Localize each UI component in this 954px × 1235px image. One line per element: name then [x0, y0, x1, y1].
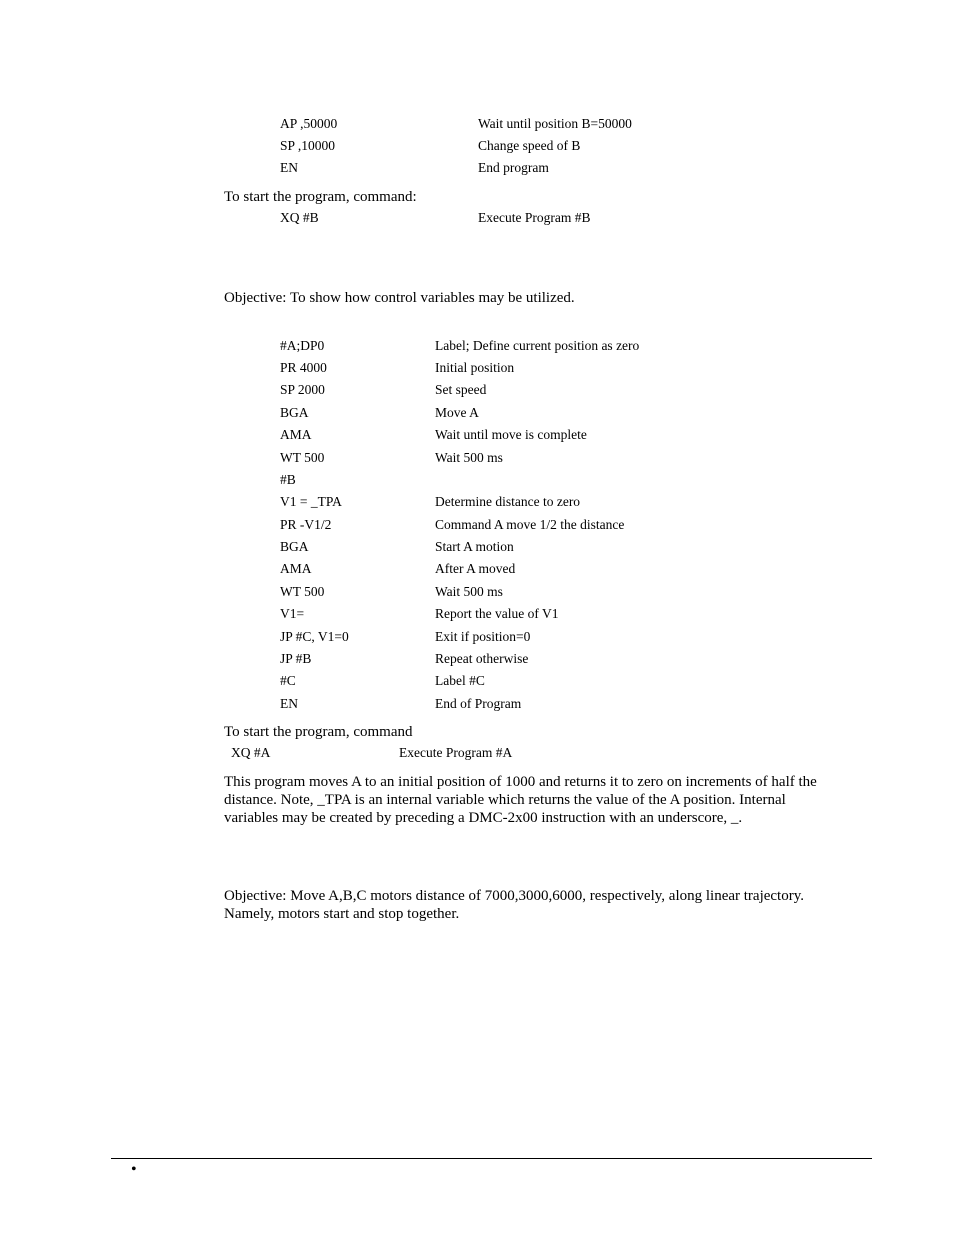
code-comment: Label; Define current position as zero [435, 338, 640, 353]
code-comment: Wait until move is complete [435, 427, 587, 442]
code-command: #B [280, 472, 296, 487]
code-comment: Exit if position=0 [435, 629, 531, 644]
footer-bullet: • [131, 1161, 137, 1178]
code-command: V1= [280, 606, 305, 621]
start-command-1-comment: Execute Program #B [478, 210, 591, 225]
explanation-line: distance. Note, _TPA is an internal variable which returns the value of the A position. Internal [224, 792, 786, 808]
code-command: WT 500 [280, 450, 325, 465]
code-command: WT 500 [280, 584, 325, 599]
code-comment: Wait 500 ms [435, 450, 503, 465]
code-comment: End of Program [435, 696, 522, 711]
code-command: AMA [280, 427, 312, 442]
explanation-line: variables may be created by preceding a DMC-2x00 instruction with an underscore, _. [224, 810, 743, 826]
start-command-2: XQ #A [231, 745, 271, 760]
objective-3-line: Namely, motors start and stop together. [224, 906, 460, 922]
code-comment: Wait until position B=50000 [478, 116, 632, 131]
objective-2: Objective: To show how control variables may be utilized. [224, 290, 575, 306]
code-comment: Set speed [435, 382, 487, 397]
start-command-2-comment: Execute Program #A [399, 745, 513, 760]
code-comment: Move A [435, 405, 479, 420]
code-comment: Wait 500 ms [435, 584, 503, 599]
code-comment: Command A move 1/2 the distance [435, 517, 625, 532]
code-command: PR 4000 [280, 360, 327, 375]
code-command: JP #C, V1=0 [280, 629, 349, 644]
footer-rule [111, 1158, 872, 1159]
start-command-1: XQ #B [280, 210, 319, 225]
code-comment: Report the value of V1 [435, 606, 559, 621]
code-comment: After A moved [435, 561, 516, 576]
code-command: SP ,10000 [280, 138, 336, 153]
code-command: JP #B [280, 651, 312, 666]
code-command: EN [280, 696, 298, 711]
code-comment: Repeat otherwise [435, 651, 529, 666]
code-command: EN [280, 160, 298, 175]
start-instruction-1: To start the program, command: [224, 189, 417, 205]
code-command: AMA [280, 561, 312, 576]
code-command: V1 = _TPA [280, 494, 342, 509]
code-command: #A;DP0 [280, 338, 325, 353]
code-comment: End program [478, 160, 549, 175]
code-command: AP ,50000 [280, 116, 338, 131]
code-comment: Initial position [435, 360, 515, 375]
code-command: SP 2000 [280, 382, 325, 397]
code-command: PR -V1/2 [280, 517, 332, 532]
code-comment: Label #C [435, 673, 485, 688]
code-comment: Determine distance to zero [435, 494, 581, 509]
start-instruction-2: To start the program, command [224, 724, 413, 740]
code-command: BGA [280, 539, 309, 554]
code-comment: Change speed of B [478, 138, 581, 153]
explanation-line: This program moves A to an initial position of 1000 and returns it to zero on increments of half the [224, 774, 817, 790]
code-command: #C [280, 673, 296, 688]
code-command: BGA [280, 405, 309, 420]
code-comment: Start A motion [435, 539, 514, 554]
objective-3-line: Objective: Move A,B,C motors distance of 7000,3000,6000, respectively, along linear trajectory. [224, 888, 804, 904]
